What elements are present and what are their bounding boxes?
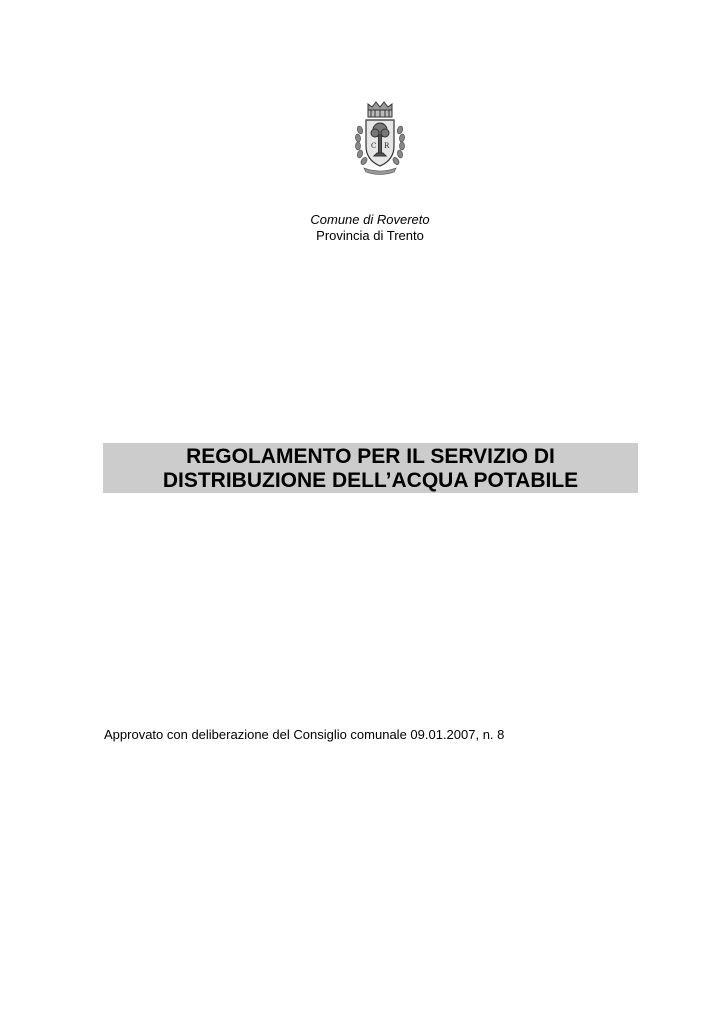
document-title-band [103, 443, 638, 493]
emblem-letter-c: C [371, 142, 377, 150]
document-title-line-2: DISTRIBUZIONE DELL’ACQUA POTABILE [162, 469, 579, 492]
province-name: Provincia di Trento [316, 228, 424, 243]
coat-of-arms-icon [350, 98, 410, 178]
municipality-name: Comune di Rovereto [310, 212, 430, 227]
document-title-line-1: REGOLAMENTO PER IL SERVIZIO DI [186, 445, 555, 468]
emblem-letter-r: R [384, 142, 390, 150]
approval-statement: Approvato con deliberazione del Consiglio comunale 09.01.2007, n. 8 [104, 727, 505, 742]
